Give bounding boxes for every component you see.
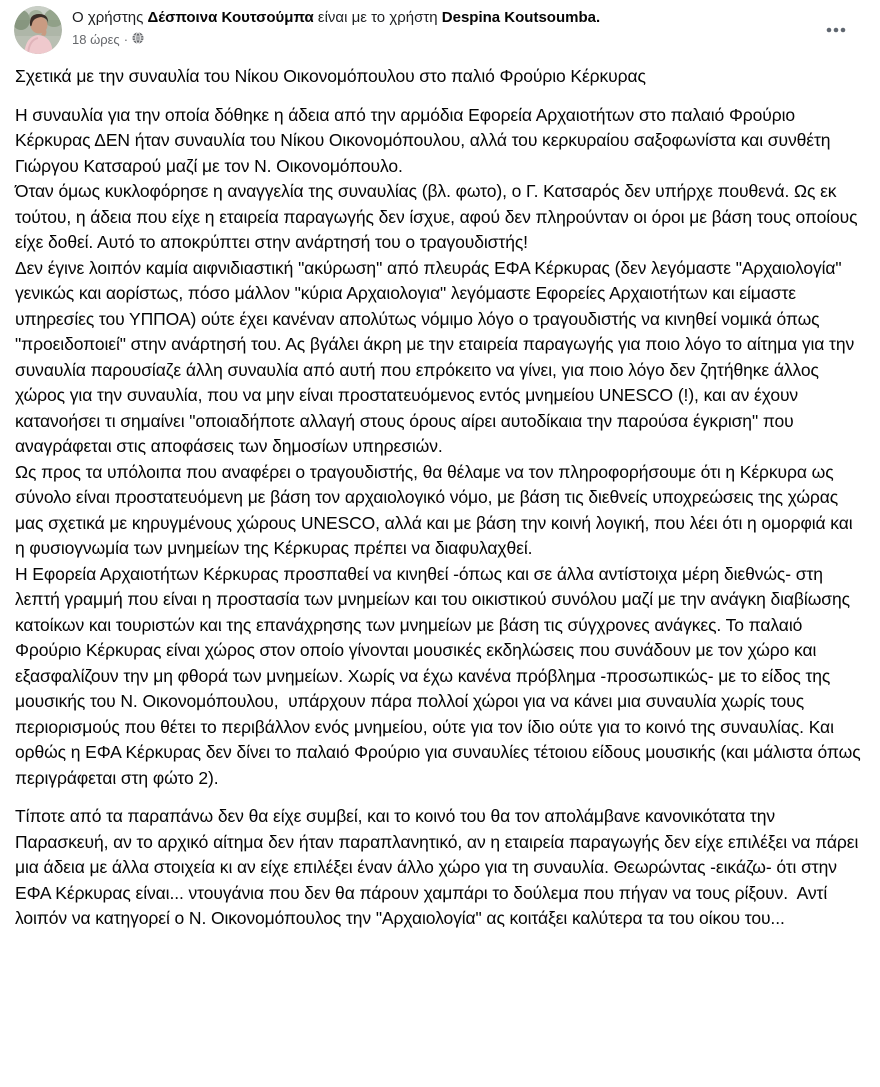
three-dots-horizontal-icon bbox=[824, 18, 848, 42]
header-text bbox=[72, 6, 818, 48]
post-body-text bbox=[0, 54, 880, 946]
post-paragraph: Ως προς τα υπόλοιπα που αναφέρει ο τραγουδιστής, θα θέλαμε να τον πληροφορήσουμε ότι η Κέρκυρα ως σύνολο είναι προστατευόμενη με βάση τον αρχαιολογικό νόμο, με βάση τις διεθνείς υποχρεώσεις της χώρας μας σχετικά με κηρυγμένους χώρους UNESCO, αλλά και με βάση την κοινή λογική, που λέει ότι η ομορφιά και η φυσιογνωμία των μνημείων της Κέρκυρας πρέπει να διαφυλαχθεί. bbox=[15, 461, 858, 558]
post-paragraph: Η συναυλία για την οποία δόθηκε η άδεια από την αρμόδια Εφορεία Αρχαιοτήτων στο παλαιό Φρούριο Κέρκυρας ΔΕΝ ήταν συναυλία του Νίκου Οικονομόπουλου, αλλά του κερκυραίου σαξοφωνίστα και συνθέτη Γιώργου Κατσαρού μαζί με τον Ν. Οικονομόπουλο. bbox=[15, 104, 836, 176]
post-closing-paragraph: Τίποτε από τα παραπάνω δεν θα είχε συμβεί, και το κοινό του θα τον απολάμβανε κανονικότατα την Παρασκευή, αν το αρχικό αίτημα δεν ήταν παραπλανητικό, αν η εταιρεία παραγωγής δεν είχε επιλέξει να πάρει μια άδεια με άλλα στοιχεία κι αν είχε επιλέξει έναν άλλο χώρο για τη συναυλία. Θεωρώντας -εικάζω- ότι στην ΕΦΑ Κέρκυρας είναι... ντουγάνια που δεν θα πάρουν χαμπάρι το δούλεμα που πήγαν να τους ρίξουν. Αντί λοιπόν να κατηγορεί ο Ν. Οικονομόπουλος την "Αρχαιολογία" ας κοιτάξει καλύτερα τα του οίκου του... bbox=[15, 806, 864, 928]
globe-public-icon bbox=[132, 31, 144, 48]
post-title-line: Σχετικά με την συναυλία του Νίκου Οικονομόπουλου στο παλιό Φρούριο Κέρκυρας bbox=[15, 66, 646, 86]
post-paragraph: Η Εφορεία Αρχαιοτήτων Κέρκυρας προσπαθεί να κινηθεί -όπως και σε άλλα αντίστοιχα μέρη διεθνώς- στη λεπτή γραμμή που είναι η προστασία των μνημείων και του οικιστικού συνόλου μαζί με την ανάγκη διαβίωσης κατοίκων και τουριστών και της επανάχρησης των μνημείων με βάση τις σύγχρονες ανάγκες. Το παλαιό Φρούριο Κέρκυρας είναι χώρος στον οποίο γίνονται μουσικές εκδηλώσεις που συνάδουν με τον χώρο και εξασφαλίζουν την μη φθορά των μνημείων. Χωρίς να έχω κανένα πρόβλημα -προσωπικώς- με το είδος της μουσικής του Ν. Οικονομόπουλου, υπάρχουν πάρα πολλοί χώροι για να κάνει μια συναυλία χωρίς τους περιορισμούς που θέτει το περιβάλλον ενός μνημείου, ούτε για τον ίδιο ούτε για το κοινό της συναυλίας. Και ορθώς η ΕΦΑ Κέρκυρας δεν δίνει το παλαιό Φρούριο για συναυλίες τέτοιου είδους μουσικής (και μάλιστα όπως περιγράφεται στη φώτο 2). bbox=[15, 563, 866, 788]
post-paragraph: Όταν όμως κυκλοφόρησε η αναγγελία της συναυλίας (βλ. φωτο), ο Γ. Κατσαρός δεν υπήρχε πουθενά. Ως εκ τούτου, η άδεια που είχε η εταιρεία παραγωγής δεν ίσχυε, αφού δεν πληρούνταν οι όροι με βάση τους οποίους είχε δοθεί. Αυτό το αποκρύπτει στην ανάρτησή του ο τραγουδιστής! bbox=[15, 181, 863, 252]
avatar[interactable] bbox=[14, 6, 62, 54]
post-header bbox=[0, 0, 880, 54]
timestamp-link[interactable]: 18 ώρες bbox=[72, 32, 120, 47]
tagged-user-link[interactable]: Despina Koutsoumba. bbox=[441, 9, 601, 26]
post-meta bbox=[72, 31, 818, 48]
more-options-button[interactable] bbox=[818, 12, 854, 48]
avatar-photo bbox=[14, 6, 62, 54]
header-line bbox=[72, 8, 818, 28]
header-connector: είναι με το χρήστη bbox=[317, 9, 438, 26]
header-prefix: Ο χρήστης bbox=[72, 9, 144, 26]
meta-separator: · bbox=[123, 32, 129, 47]
author-link[interactable]: Δέσποινα Κουτσούμπα bbox=[147, 9, 314, 26]
post-paragraph: Δεν έγινε λοιπόν καμία αιφνιδιαστική "ακύρωση" από πλευράς ΕΦΑ Κέρκυρας (δεν λεγόμαστε "Αρχαιολογία" γενικώς και αορίστως, πόσο μάλλον "κύρια Αρχαιολογια" λεγόμαστε Εφορείες Αρχαιοτήτων και είμαστε υπηρεσίες του ΥΠΠΟΑ) ούτε έχει κανέναν απολύτως νόμιμο λόγο ο τραγουδιστής να κινηθεί νομικά όπως "προειδοποιεί" στην ανάρτησή του. Ας βγάλει άκρη με την εταιρεία παραγωγής για ποιο λόγο το αίτημα για την συναυλία παρουσίαζε άλλη συναυλία από αυτή που επρόκειτο να γίνει, για ποιο λόγο δεν ζητήθηκε άλλος χώρος για την συναυλία, που να μην είναι προστατευόμενος εντός μνημείου UNESCO (!), και αν έχουν κατανοήσει τι σημαίνει "οποιαδήποτε αλλαγή στους όρους αίρει αυτοδίκαια την παρούσα έγκριση" που αναγράφεται στις αποφάσεις των δημοσίων υπηρεσιών. bbox=[15, 257, 859, 456]
